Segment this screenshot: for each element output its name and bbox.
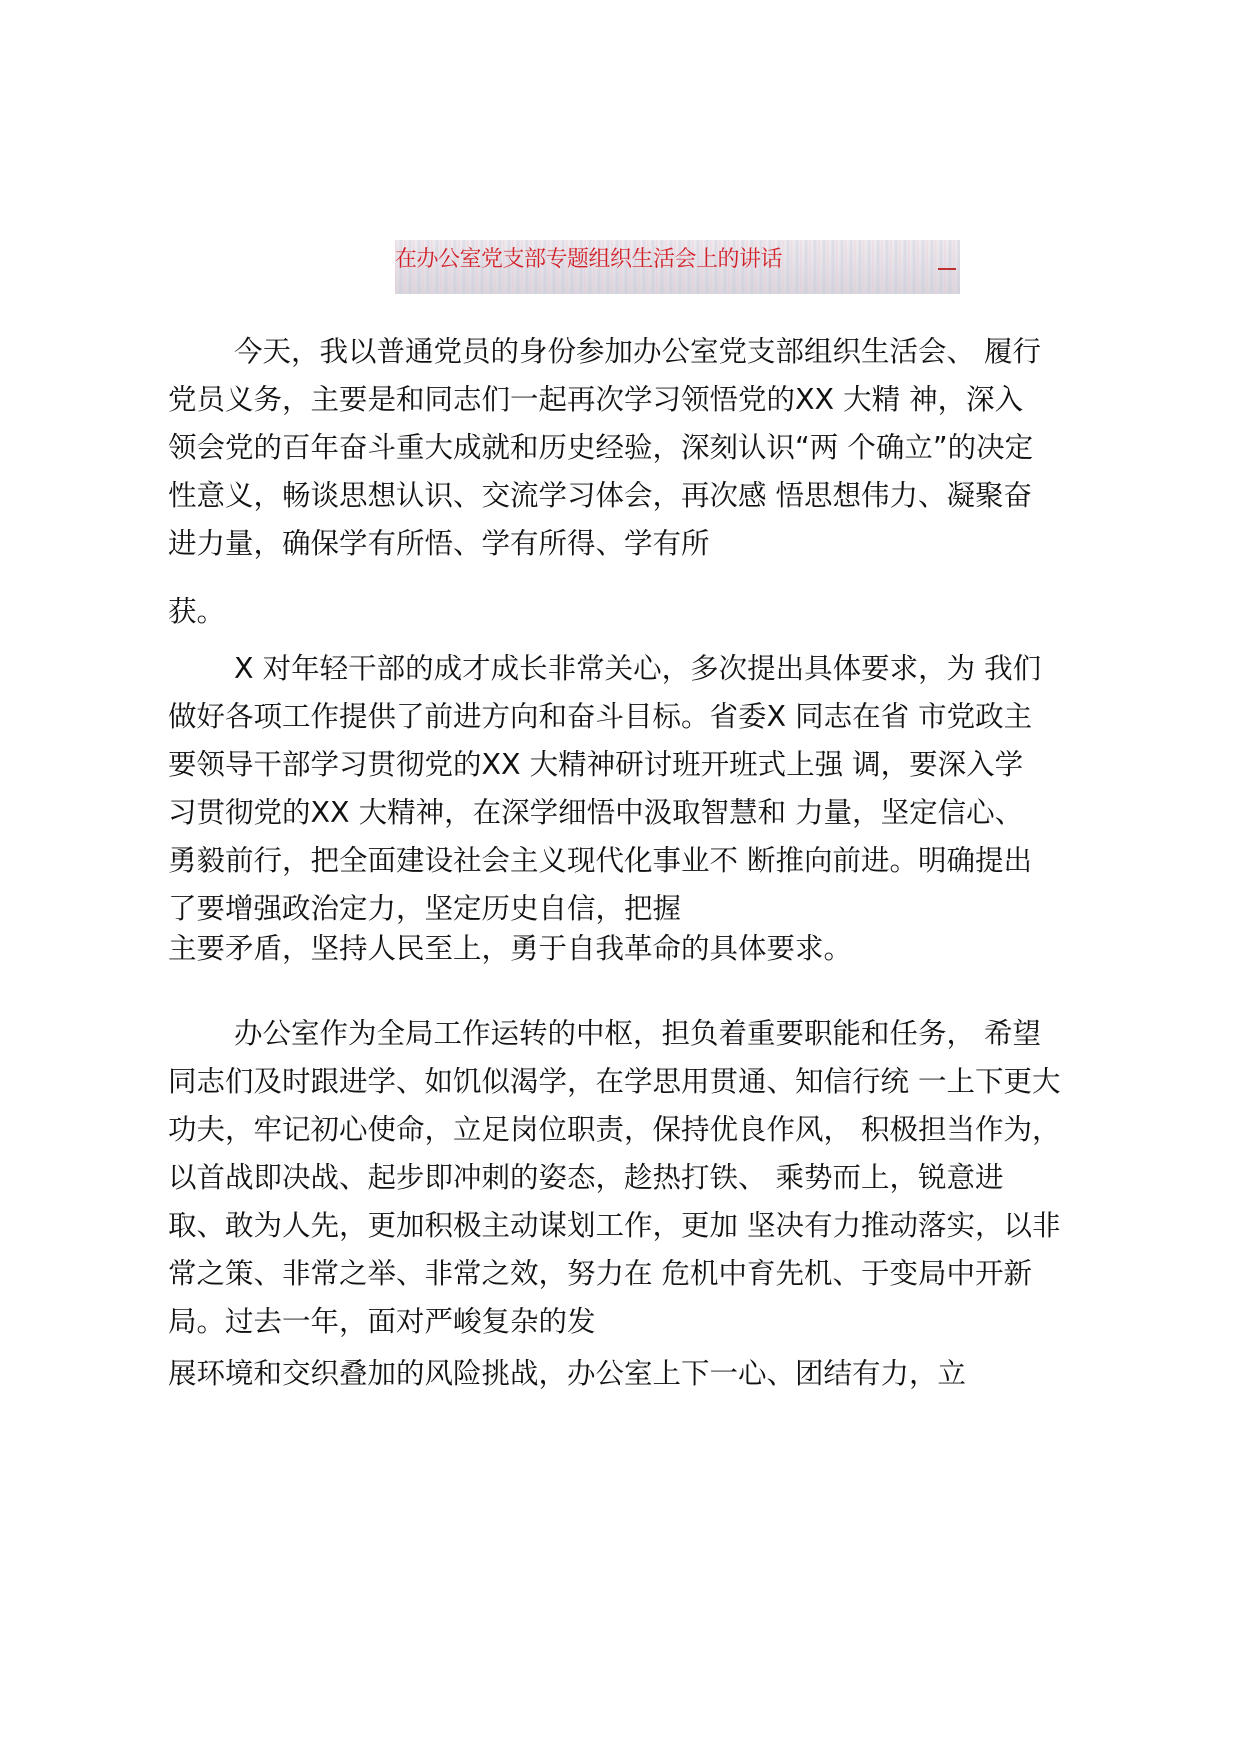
title-dash-mark bbox=[938, 268, 956, 270]
paragraph-line: 习贯彻党的XX 大精神，在深学细悟中汲取智慧和 力量，坚定信心、 bbox=[168, 796, 1024, 829]
paragraph-line: 主要矛盾，坚持人民至上，勇于自我革命的具体要求。 bbox=[168, 932, 853, 965]
paragraph-line: X 对年轻干部的成才成长非常关心，多次提出具体要求，为 我们 bbox=[234, 652, 1042, 685]
paragraph-line: 取、敢为人先，更加积极主动谋划工作，更加 坚决有力推动落实，以非 bbox=[168, 1209, 1061, 1242]
paragraph-line: 局。过去一年，面对严峻复杂的发 bbox=[168, 1305, 596, 1338]
paragraph-line: 领会党的百年奋斗重大成就和历史经验，深刻认识“两 个确立”的决定 bbox=[168, 431, 1034, 464]
paragraph-line: 党员义务，主要是和同志们一起再次学习领悟党的XX 大精 神，深入 bbox=[168, 383, 1024, 416]
paragraph-line: 勇毅前行，把全面建设社会主义现代化事业不 断推向前进。明确提出 bbox=[168, 844, 1033, 877]
paragraph-3 bbox=[168, 1010, 1088, 1346]
paragraph-3-tail bbox=[168, 1350, 1088, 1398]
paragraph-1-tail bbox=[168, 588, 1088, 636]
paragraph-line: 办公室作为全局工作运转的中枢，担负着重要职能和任务， 希望 bbox=[234, 1017, 1042, 1050]
paragraph-2 bbox=[168, 645, 1088, 933]
paragraph-line: 了要增强政治定力，坚定历史自信，把握 bbox=[168, 892, 682, 925]
paragraph-line: 展环境和交织叠加的风险挑战，办公室上下一心、团结有力，立 bbox=[168, 1357, 967, 1390]
paragraph-line: 进力量，确保学有所悟、学有所得、学有所 bbox=[168, 527, 710, 560]
paragraph-2-tail bbox=[168, 925, 1088, 973]
paragraph-line: 做好各项工作提供了前进方向和奋斗目标。省委X 同志在省 市党政主 bbox=[168, 700, 1033, 733]
paragraph-line: 功夫，牢记初心使命，立足岗位职责，保持优良作风， 积极担当作为， bbox=[168, 1113, 1061, 1146]
paragraph-1 bbox=[168, 328, 1088, 568]
paragraph-line: 今天，我以普通党员的身份参加办公室党支部组织生活会、 履行 bbox=[234, 335, 1042, 368]
paragraph-line: 同志们及时跟进学、如饥似渴学，在学思用贯通、知信行统 一上下更大 bbox=[168, 1065, 1061, 1098]
document-title: 在办公室党支部专题组织生活会上的讲话 bbox=[395, 247, 783, 272]
paragraph-line: 性意义，畅谈思想认识、交流学习体会，再次感 悟思想伟力、凝聚奋 bbox=[168, 479, 1033, 512]
paragraph-line: 获。 bbox=[168, 595, 226, 628]
title-banner bbox=[395, 240, 960, 294]
paragraph-line: 常之策、非常之举、非常之效，努力在 危机中育先机、于变局中开新 bbox=[168, 1257, 1033, 1290]
paragraph-line: 以首战即决战、起步即冲刺的姿态，趁热打铁、 乘势而上，锐意进 bbox=[168, 1161, 1004, 1194]
paragraph-line: 要领导干部学习贯彻党的XX 大精神研讨班开班式上强 调，要深入学 bbox=[168, 748, 1024, 781]
